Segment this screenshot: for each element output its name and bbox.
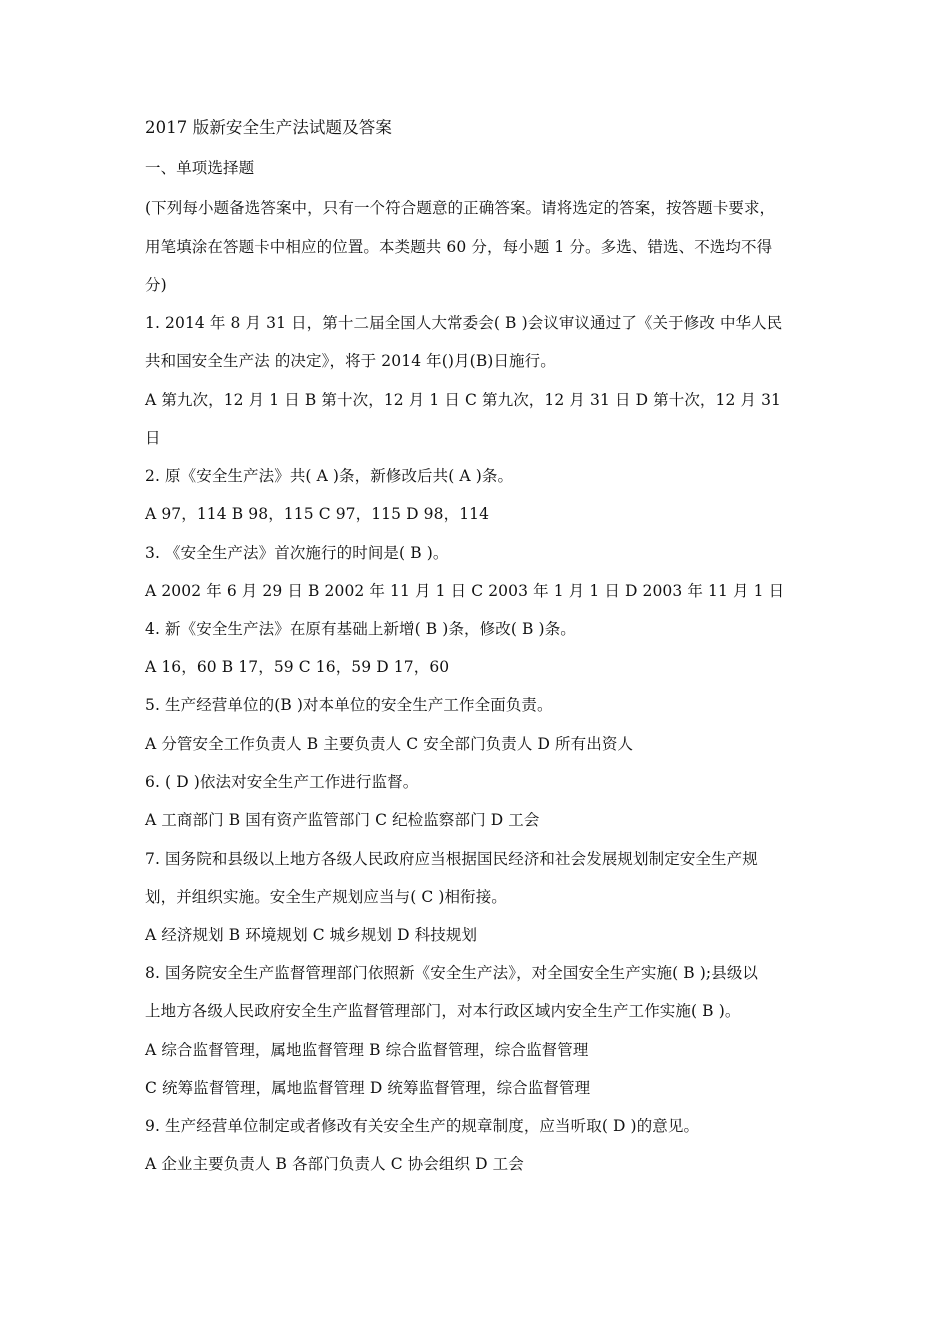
question-options: 日 [145, 429, 161, 447]
question-stem: 共和国安全生产法 的决定》，将于 2014 年()月(B)日施行。 [145, 352, 556, 370]
instructions-line: 用笔填涂在答题卡中相应的位置。本类题共 60 分，每小题 1 分。多选、错选、不选均不得 [145, 238, 773, 256]
section-heading: 一、单项选择题 [145, 159, 255, 177]
question-options: A 97，114 B 98，115 C 97，115 D 98，114 [145, 505, 490, 523]
question-stem: 6. ( D )依法对安全生产工作进行监督。 [145, 773, 419, 791]
question-stem: 2. 原《安全生产法》共( A )条，新修改后共( A )条。 [145, 467, 514, 485]
question-options: A 经济规划 B 环境规划 C 城乡规划 D 科技规划 [145, 926, 478, 944]
question-options: A 工商部门 B 国有资产监管部门 C 纪检监察部门 D 工会 [145, 811, 540, 829]
question-options: A 2002 年 6 月 29 日 B 2002 年 11 月 1 日 C 2003 年 1 月 1 日 D 2003 年 11 月 1 日 [145, 582, 785, 600]
question-options: A 第九次，12 月 1 日 B 第十次，12 月 1 日 C 第九次，12 月 31 日 D 第十次，12 月 31 [145, 391, 782, 409]
instructions-line: 分) [145, 276, 167, 294]
question-stem: 8. 国务院安全生产监督管理部门依照新《安全生产法》，对全国安全生产实施( B );县级以 [145, 964, 759, 982]
question-stem: 3. 《安全生产法》首次施行的时间是( B )。 [145, 544, 449, 562]
question-stem: 5. 生产经营单位的(B )对本单位的安全生产工作全面负责。 [145, 696, 553, 714]
question-stem: 划，并组织实施。安全生产规划应当与( C )相衔接。 [145, 888, 507, 906]
question-options: A 分管安全工作负责人 B 主要负责人 C 安全部门负责人 D 所有出资人 [145, 735, 634, 753]
question-stem: 上地方各级人民政府安全生产监督管理部门，对本行政区域内安全生产工作实施( B )。 [145, 1002, 741, 1020]
question-stem: 4. 新《安全生产法》在原有基础上新增( B )条，修改( B )条。 [145, 620, 576, 638]
instructions-line: (下列每小题备选答案中，只有一个符合题意的正确答案。请将选定的答案，按答题卡要求， [145, 199, 776, 217]
question-stem: 9. 生产经营单位制定或者修改有关安全生产的规章制度，应当听取( D )的意见。 [145, 1117, 700, 1135]
question-options: C 统筹监督管理，属地监督管理 D 统筹监督管理，综合监督管理 [145, 1079, 591, 1097]
document-title: 2017 版新安全生产法试题及答案 [145, 118, 392, 137]
question-options: A 企业主要负责人 B 各部门负责人 C 协会组织 D 工会 [145, 1155, 524, 1173]
question-options: A 16，60 B 17，59 C 16，59 D 17，60 [145, 658, 450, 676]
question-options: A 综合监督管理，属地监督管理 B 综合监督管理，综合监督管理 [145, 1041, 589, 1059]
question-stem: 1. 2014 年 8 月 31 日，第十二届全国人大常委会( B )会议审议通过了《关于修改 中华人民 [145, 314, 783, 332]
question-stem: 7. 国务院和县级以上地方各级人民政府应当根据国民经济和社会发展规划制定安全生产规 [145, 850, 758, 868]
